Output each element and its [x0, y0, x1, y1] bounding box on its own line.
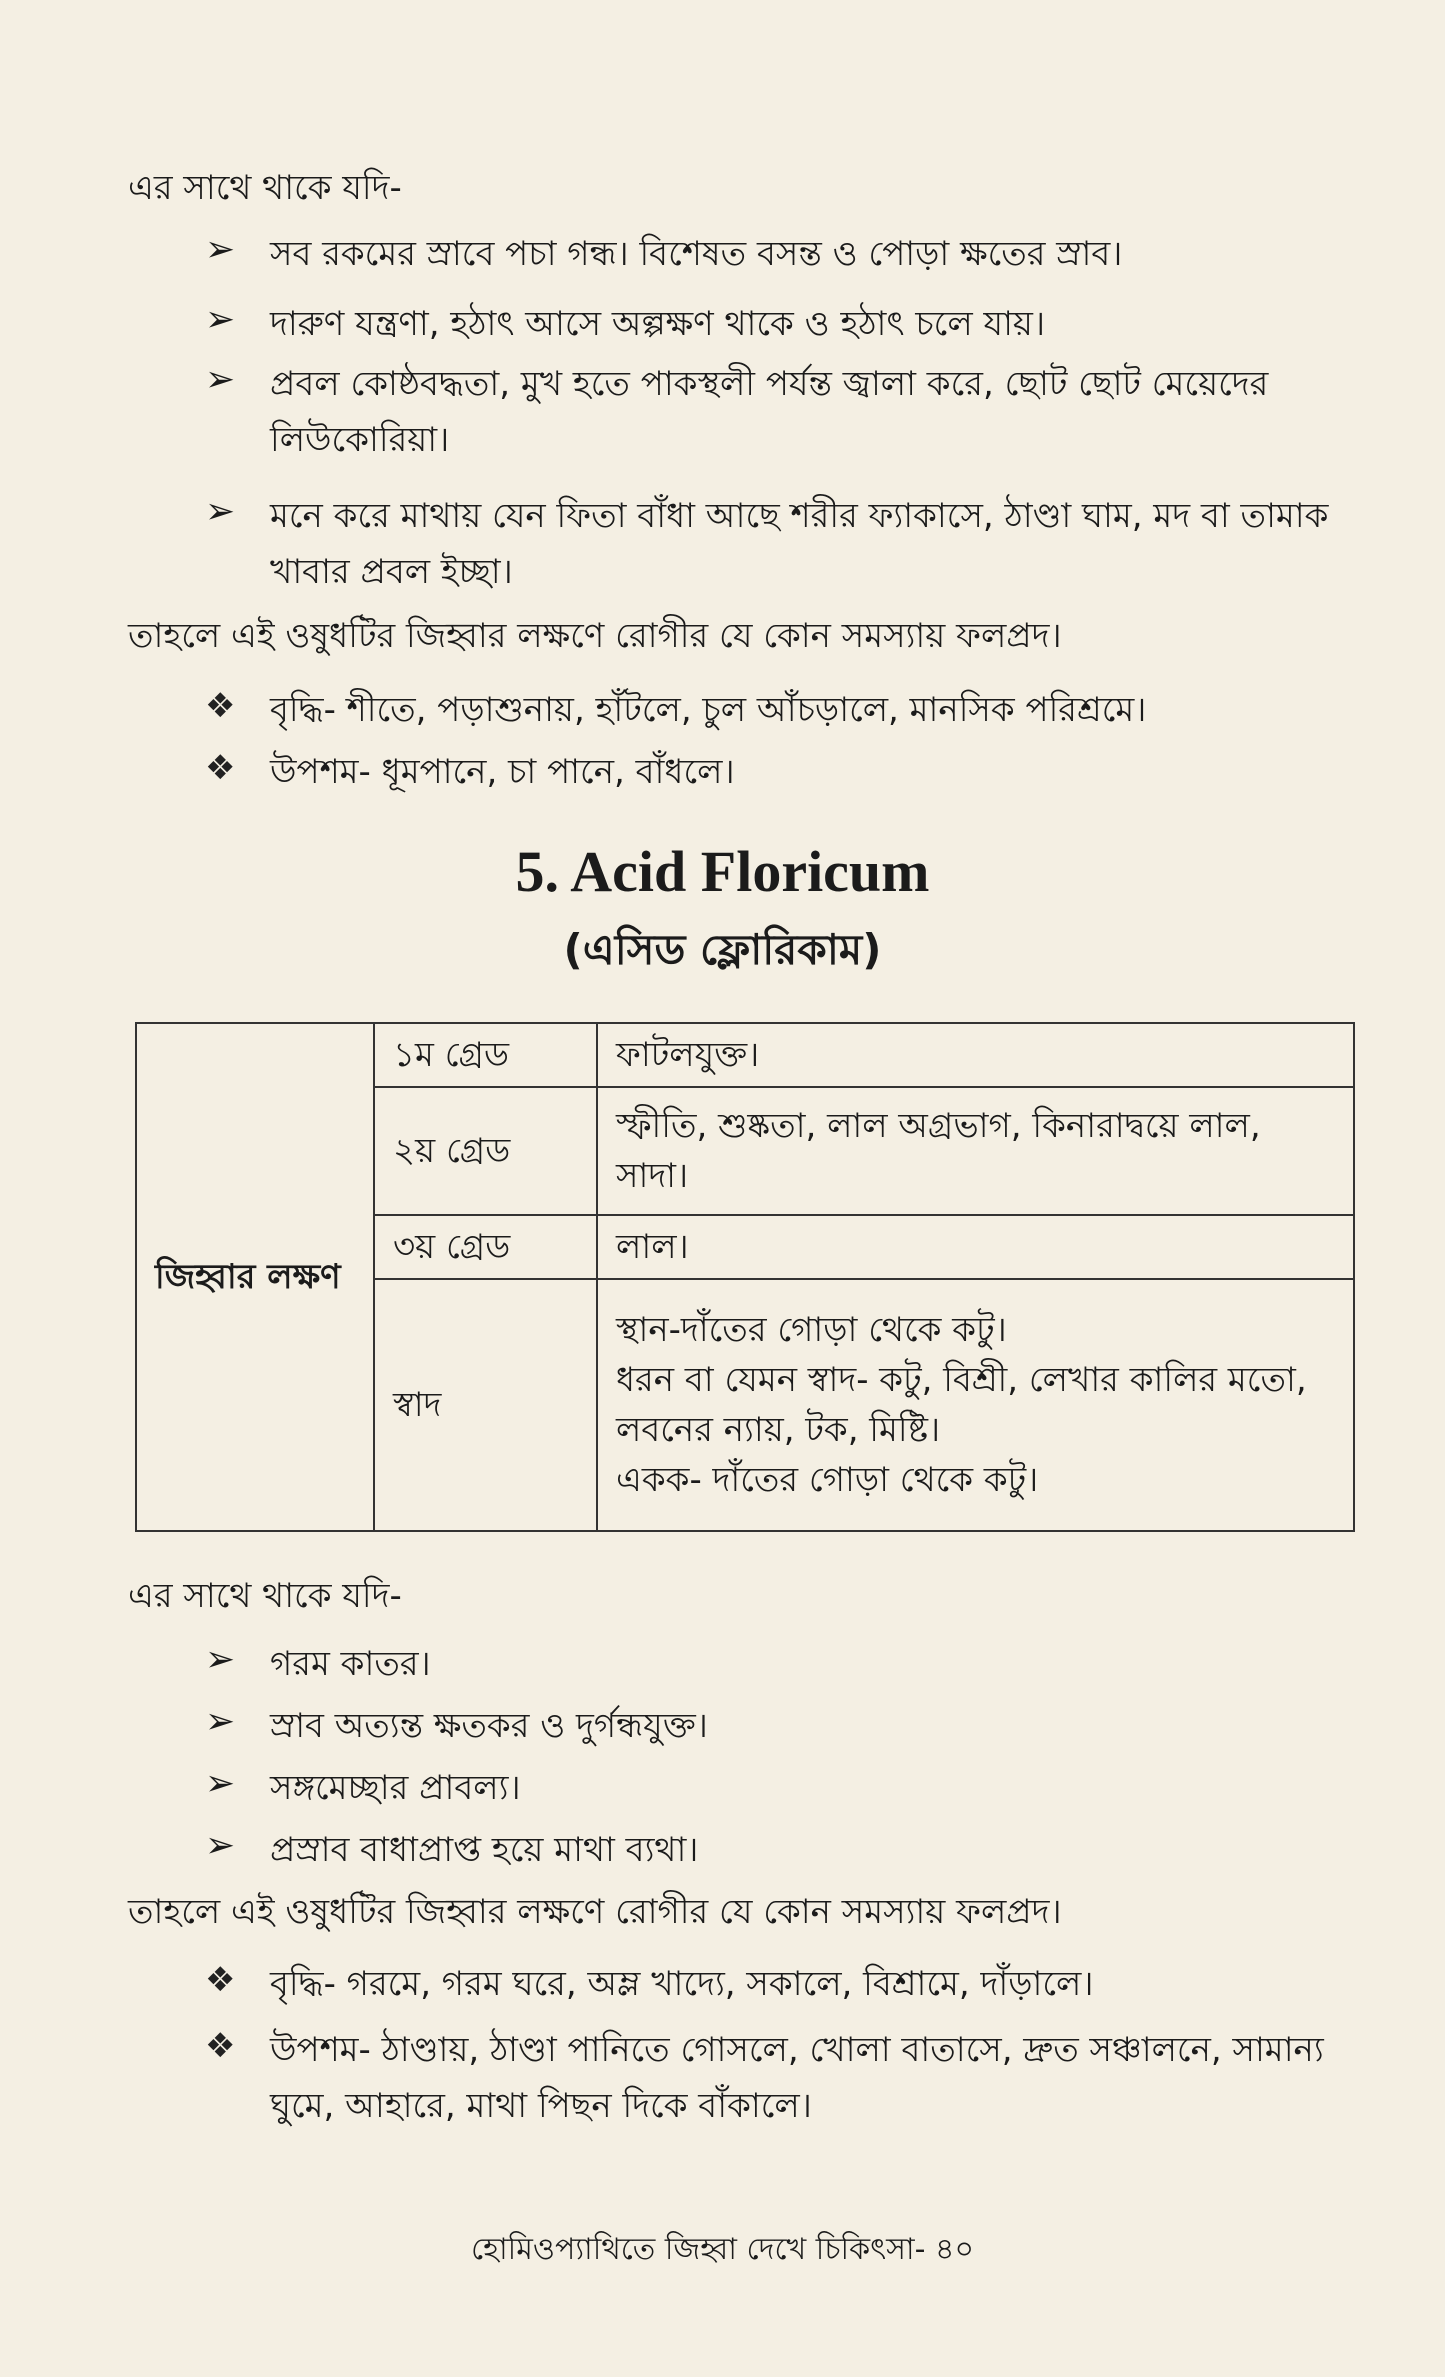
taste-line: ধরন বা যেমন স্বাদ- কটু, বিশ্রী, লেখার কালির মতো, লবনের ন্যায়, টক, মিষ্টি।: [616, 1360, 1307, 1450]
taste-line: স্থান-দাঁতের গোড়া থেকে কটু।: [616, 1310, 1007, 1350]
arrowhead-bullet-icon: ➢: [205, 359, 236, 400]
diamond-bullet-icon: ❖: [205, 2026, 236, 2066]
arrowhead-bullet-icon: ➢: [205, 299, 236, 340]
section1-conclusion: তাহলে এই ওষুধটির জিহ্বার লক্ষণে রোগীর যে কোন সমস্যায় ফলপ্রদ।: [128, 616, 1062, 656]
page-footer: হোমিওপ্যাথিতে জিহ্বা দেখে চিকিৎসা- ৪০: [471, 2232, 974, 2267]
remedy-subtitle: (এসিড ফ্লোরিকাম): [563, 925, 882, 974]
desc-cell: লাল।: [597, 1215, 1354, 1279]
book-page: এর সাথে থাকে যদি- ➢ সব রকমের স্রাবে পচা গন্ধ। বিশেষত বসন্ত ও পোড়া ক্ষতের স্রাব। ➢ দারুণ যন্ত্রণা, হঠাৎ আসে অল্পক্ষণ থাকে ও হঠাৎ চলে যায়। ➢ প্রবল কোষ্ঠবদ্ধতা, মুখ হতে পাকস্থলী পর্যন্ত জ্বালা করে, ছোট ছোট মেয়েদের লিউকোরিয়া। ➢ মনে করে মাথায় যেন ফিতা বাঁধা আছে শরীর ফ্যাকাসে, ঠাণ্ডা ঘাম, মদ বা তামাক খাবার প্রবল ইচ্ছা। তাহলে এই ওষুধটির জিহ্বার লক্ষণে রোগীর যে কোন সমস্যায় ফলপ্রদ। ❖ বৃদ্ধি- শীতে, পড়াশুনায়, হাঁটলে, চুল আঁচড়ালে, মানসিক পরিশ্রমে। ❖ উপশম- ধূমপানে, চা পানে, বাঁধলে। 5. Acid Floricum (এসিড ফ্লোরিকাম) জিহ্বার লক্ষণ ১ম গ্রেড ফাটলযুক্ত। ২য় গ্রেড স্ফীতি, শুষ্কতা, লাল অগ্রভাগ, কিনারাদ্বয়ে লাল, সাদা। ৩য় গ্রেড লাল। স্বাদ স্থান-দাঁতের গোড়া থেকে কটু। ধরন বা যেমন স্বাদ- কটু, বিশ্রী, লেখার কালির মতো, লবনের ন্যায়, টক, মিষ্টি। একক- দাঁতের গোড়া থেকে কটু। এর সাথে থাকে যদি- ➢ গরম কাতর। ➢ স্রাব অত্যন্ত ক্ষতকর ও দুর্গন্ধযুক্ত। ➢ সঙ্গমেচ্ছার প্রাবল্য। ➢ প্রস্রাব বাধাপ্রাপ্ত হয়ে মাথা ব্যথা। তাহলে এই ওষুধটির জিহ্বার লক্ষণে রোগীর যে কোন সমস্যায় ফলপ্রদ। ❖ বৃদ্ধি- গরমে, গরম ঘরে, অম্ল খাদ্যে, সকালে, বিশ্রামে, দাঁড়ালে। ❖ উপশম- ঠাণ্ডায়, ঠাণ্ডা পানিতে গোসলে, খোলা বাতাসে, দ্রুত সঞ্চালনে, সামান্য ঘুমে, আহারে, মাথা পিছন দিকে বাঁকালে। হোমিওপ্যাথিতে জিহ্বা দেখে চিকিৎসা- ৪০: [0, 0, 1445, 2377]
arrowhead-bullet-icon: ➢: [205, 1701, 236, 1742]
arrowhead-bullet-icon: ➢: [205, 491, 236, 532]
tongue-symptom-table: [135, 1022, 1355, 1532]
desc-cell: ফাটলযুক্ত।: [597, 1023, 1354, 1087]
taste-line: একক- দাঁতের গোড়া থেকে কটু।: [616, 1460, 1039, 1500]
desc-cell: স্ফীতি, শুষ্কতা, লাল অগ্রভাগ, কিনারাদ্বয়ে লাল, সাদা।: [597, 1087, 1354, 1215]
grade-cell: ২য় গ্রেড: [374, 1087, 597, 1215]
grade-cell: ৩য় গ্রেড: [374, 1215, 597, 1279]
section2-conclusion: তাহলে এই ওষুধটির জিহ্বার লক্ষণে রোগীর যে কোন সমস্যায় ফলপ্রদ।: [128, 1892, 1062, 1932]
diamond-bullet-icon: ❖: [205, 748, 236, 788]
section2-intro: এর সাথে থাকে যদি-: [128, 1576, 402, 1616]
diamond-bullet-icon: ❖: [205, 1960, 236, 2000]
grade-cell: ১ম গ্রেড: [374, 1023, 597, 1087]
arrowhead-bullet-icon: ➢: [205, 1639, 236, 1680]
diamond-bullet-icon: ❖: [205, 686, 236, 726]
row-header: জিহ্বার লক্ষণ: [136, 1023, 374, 1531]
arrowhead-bullet-icon: ➢: [205, 1825, 236, 1866]
table-row: [136, 1023, 1354, 1087]
arrowhead-bullet-icon: ➢: [205, 229, 236, 270]
grade-cell: স্বাদ: [374, 1279, 597, 1531]
desc-cell: [597, 1279, 1354, 1531]
section1-intro: এর সাথে থাকে যদি-: [128, 168, 402, 208]
remedy-title: 5. Acid Floricum: [515, 839, 930, 904]
arrowhead-bullet-icon: ➢: [205, 1763, 236, 1804]
